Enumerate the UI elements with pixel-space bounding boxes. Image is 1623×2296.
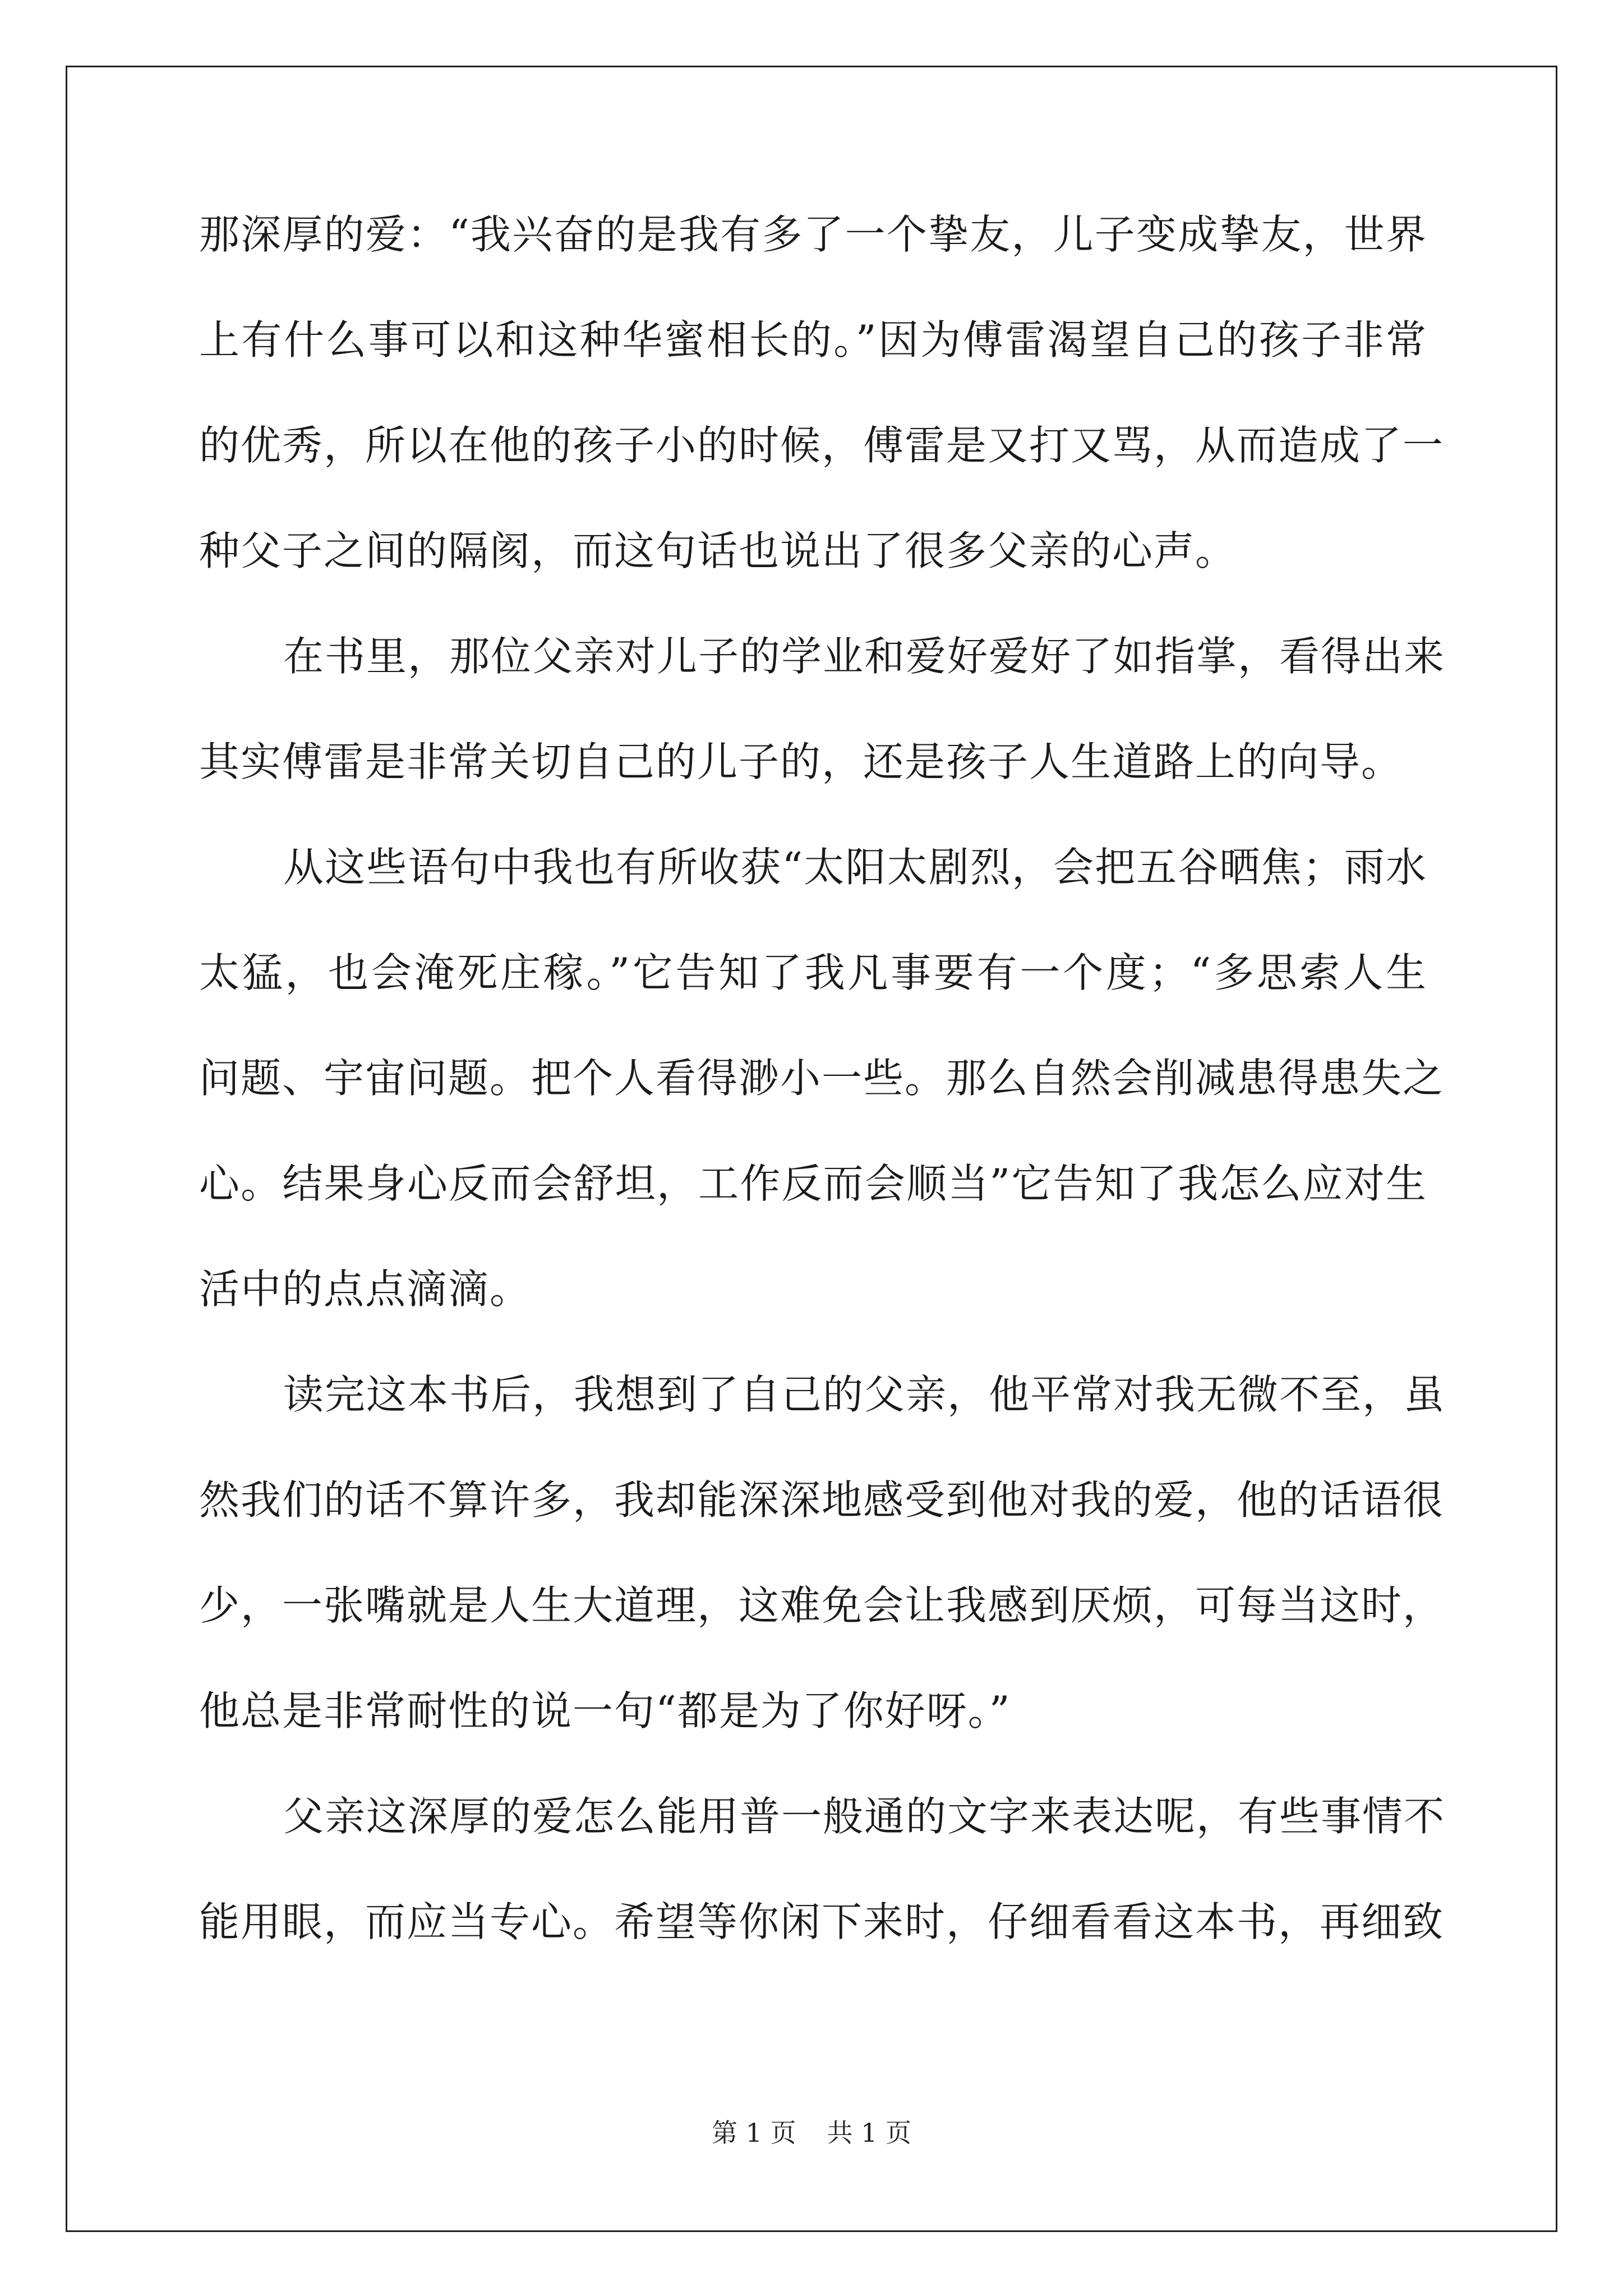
text-line: 问题、宇宙问题。把个人看得渺小一些。那么自然会削减患得患失之	[199, 1055, 1445, 1102]
paragraph-first-line: 读完这本书后，我想到了自己的父亲，他平常对我无微不至，虽	[283, 1371, 1446, 1418]
text-line: 然我们的话不算许多，我却能深深地感受到他对我的爱，他的话语很	[199, 1476, 1445, 1524]
text-line: 太猛，也会淹死庄稼。”它告知了我凡事要有一个度；“多思索人生	[199, 949, 1427, 996]
paragraph-first-line: 从这些语句中我也有所收获“太阳太剧烈，会把五谷晒焦；雨水	[283, 844, 1427, 891]
paragraph-first-line: 父亲这深厚的爱怎么能用普一般通的文字来表达呢，有些事情不	[283, 1793, 1446, 1840]
page-footer	[0, 2116, 1623, 2150]
text-line: 少，一张嘴就是人生大道理，这难免会让我感到厌烦，可每当这时，	[199, 1582, 1445, 1629]
text-line: 其实傅雷是非常关切自己的儿子的，还是孩子人生道路上的向导。	[199, 738, 1403, 785]
page-total: 共 1 页	[827, 2118, 912, 2148]
text-line: 上有什么事可以和这种华蜜相长的。”因为傅雷渴望自己的孩子非常	[199, 316, 1427, 364]
text-line: 那深厚的爱：“我兴奋的是我有多了一个挚友，儿子变成挚友，世界	[199, 211, 1427, 258]
text-line: 种父子之间的隔阂，而这句话也说出了很多父亲的心声。	[199, 527, 1237, 574]
paragraph-first-line: 在书里，那位父亲对儿子的学业和爱好爱好了如指掌，看得出来	[283, 633, 1446, 680]
text-line: 活中的点点滴滴。	[199, 1266, 532, 1313]
document-body	[199, 208, 1446, 2000]
text-line: 他总是非常耐性的说一句“都是为了你好呀。”	[199, 1687, 1011, 1734]
text-line: 能用眼，而应当专心。希望等你闲下来时，仔细看看这本书，再细致	[199, 1898, 1445, 1945]
text-line: 心。结果身心反而会舒坦，工作反而会顺当”它告知了我怎么应对生	[199, 1160, 1427, 1207]
page-number: 第 1 页	[711, 2118, 796, 2148]
text-line: 的优秀，所以在他的孩子小的时候，傅雷是又打又骂，从而造成了一	[199, 422, 1445, 469]
